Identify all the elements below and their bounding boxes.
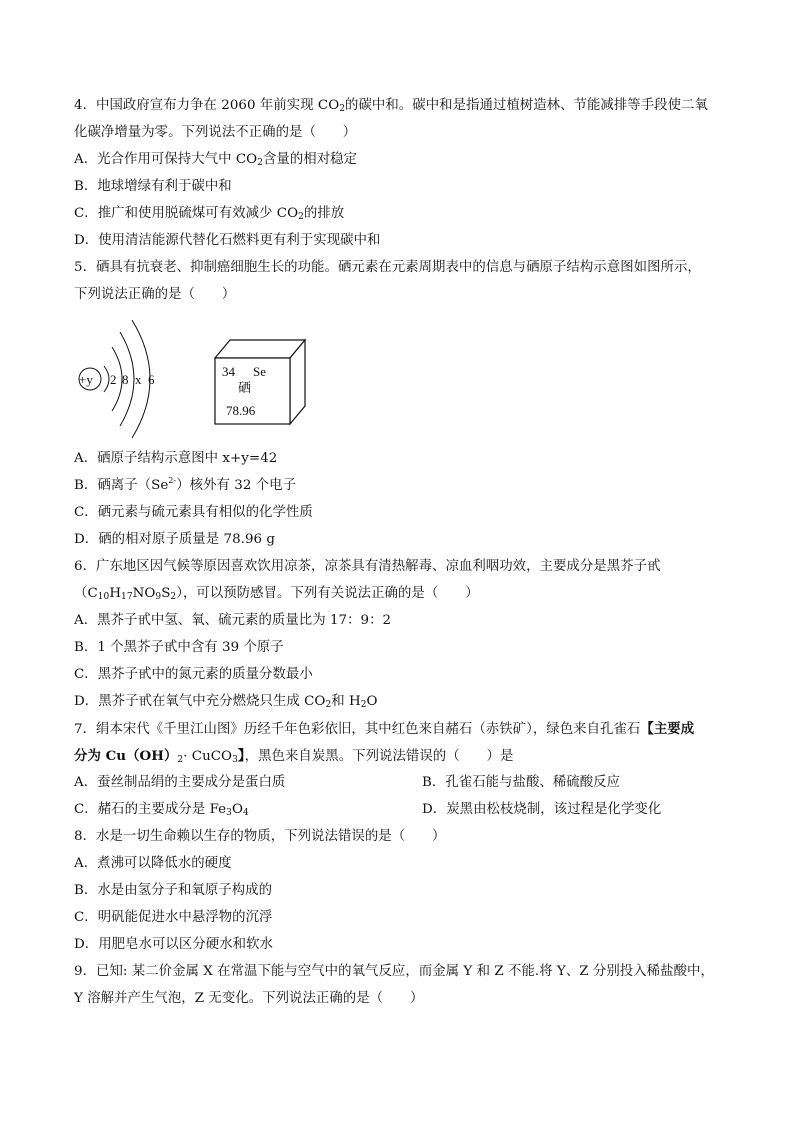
q9-stem-line-2: Y 溶解并产生气泡，Z 无变化。下列说法正确的是（ ） (74, 991, 424, 1006)
q4-option-b: B．地球增绿有利于碳中和 (74, 179, 232, 194)
shell-4-electrons: 6 (148, 372, 155, 387)
q7-options-row-1 (74, 775, 734, 791)
q6-formula-no: NO (132, 586, 156, 601)
q7-options-row-2 (74, 802, 734, 818)
q6-formula-c-sub: 10 (97, 592, 110, 602)
q6-formula-h: H (109, 586, 122, 601)
q8-option-a: A．煮沸可以降低水的硬度 (74, 856, 232, 871)
q7-option-b: B．孔雀石能与盐酸、稀硫酸反应 (422, 775, 621, 790)
q8-option-d: D．用肥皂水可以区分硬水和软水 (74, 937, 273, 952)
q7-option-c-subscript-1: 3 (226, 808, 232, 818)
q6-option-c: C．黑芥子甙中的氮元素的质量分数最小 (74, 667, 313, 682)
element-card-box (215, 340, 305, 424)
q7-stem-line-2-tail: ，黑色来自炭黑。下列说法错误的（ ）是 (244, 749, 514, 764)
q7-formula-sub-1: 2 (177, 755, 184, 765)
atom-structure-diagram (79, 320, 155, 438)
shell-3-electrons: x (135, 372, 142, 387)
q4-option-c (74, 206, 734, 222)
q7-stem-text: 7．绢本宋代《千里江山图》历经千年色彩依旧，其中红色来自赭石（赤铁矿），绿色来自孔雀石 (74, 722, 641, 737)
q7-option-a: A．蚕丝制品绢的主要成分是蛋白质 (74, 775, 286, 790)
shell-1-electrons: 2 (110, 372, 117, 387)
q4-stem-line-1 (74, 98, 734, 114)
q6-option-a: A．黑芥子甙中氢、氧、硫元素的质量比为 17：9：2 (74, 613, 392, 628)
q8-stem: 8．水是一切生命赖以生存的物质，下列说法错误的是（ ） (74, 829, 446, 844)
q9-stem-line-1: 9．已知: 某二价金属 X 在常温下能与空气中的氧气反应，而金属 Y 和 Z 不能.将 Y、Z 分别投入稀盐酸中， (74, 964, 714, 979)
q6-option-d-subscript-1: 2 (325, 700, 332, 710)
q4-stem-text-tail: 的碳中和。碳中和是指通过植树造林、节能减排等手段使二氧 (345, 98, 708, 113)
q4-option-a-tail: 含量的相对稳定 (262, 152, 358, 167)
q5-figure (60, 312, 360, 442)
q6-option-d (74, 694, 734, 710)
q5-option-a: A．硒原子结构示意图中 x+y=42 (74, 451, 278, 466)
q7-stem-line-2 (74, 748, 734, 765)
q8-option-c: C．明矾能促进水中悬浮物的沉浮 (74, 910, 273, 925)
q4-stem-line-2: 化碳净增量为零。下列说法不正确的是（ ） (74, 125, 357, 140)
q7-formula-bracket: 】 (237, 748, 245, 764)
q5-option-b (74, 478, 734, 494)
q5-stem-line-1: 5．硒具有抗衰老、抑制癌细胞生长的功能。硒元素在元素周期表中的信息与硒原子结构示意图如图所示， (74, 260, 701, 275)
element-name: 硒 (238, 380, 252, 395)
q8-option-b: B．水是由氢分子和氧原子构成的 (74, 883, 273, 898)
q7-formula-sub-2: 3 (232, 755, 238, 765)
q6-formula-c: （C (74, 586, 98, 601)
nucleus-charge-label: +y (79, 372, 93, 387)
q7-formula-head: 分为 Cu（OH） (74, 748, 178, 764)
q6-option-d-tail: O (366, 694, 378, 709)
q4-stem-subscript: 2 (339, 104, 346, 114)
atomic-number: 34 (222, 364, 235, 379)
q7-stem-bold: 【主要成 (640, 721, 695, 737)
q5-option-b-text: B．硒离子（Se (74, 478, 169, 493)
q6-formula-h-sub: 17 (121, 592, 133, 602)
q4-option-a-subscript: 2 (257, 158, 263, 168)
shell-2-electrons: 8 (122, 372, 129, 387)
q7-formula-dot: · CuCO (183, 749, 233, 764)
q6-formula-o-sub: 9 (155, 592, 162, 602)
q5-stem-line-2: 下列说法正确的是（ ） (74, 287, 236, 302)
q4-option-a (74, 152, 734, 168)
electron-shell-arc-1 (104, 366, 109, 392)
q5-option-c: C．硒元素与硫元素具有相似的化学性质 (74, 505, 313, 520)
q4-option-c-subscript: 2 (298, 212, 304, 222)
q4-stem-text: 4．中国政府宣布力争在 2060 年前实现 CO (74, 98, 340, 113)
q6-option-d-subscript-2: 2 (360, 700, 367, 710)
q6-option-d-mid: 和 H (331, 694, 361, 709)
q6-option-d-text: D．黑芥子甙在氧气中充分燃烧只生成 CO (74, 694, 326, 709)
q6-option-b: B．1 个黑芥子甙中含有 39 个原子 (74, 640, 284, 655)
q6-stem-line-2-tail: ），可以预防感冒。下列有关说法正确的是（ ） (176, 586, 479, 601)
q4-option-c-tail: 的排放 (303, 206, 345, 221)
q7-option-c (74, 802, 249, 817)
q5-option-b-superscript: 2- (168, 476, 177, 485)
q7-option-c-mid: O (231, 802, 243, 817)
q7-option-d: D．炭黑由松枝烧制，该过程是化学变化 (422, 802, 662, 817)
q6-stem-line-1: 6．广东地区因气候等原因喜欢饮用凉茶，凉茶具有清热解毒、凉血利咽功效，主要成分是黑芥子甙 (74, 559, 661, 574)
q4-option-d: D．使用清洁能源代替化石燃料更有利于实现碳中和 (74, 233, 381, 248)
q5-option-b-tail: ）核外有 32 个电子 (176, 478, 297, 493)
q4-option-a-text: A．光合作用可保持大气中 CO (74, 152, 258, 167)
q4-option-c-text: C．推广和使用脱硫煤可有效减少 CO (74, 206, 299, 221)
q5-option-d: D．硒的相对原子质量是 78.96 g (74, 532, 276, 547)
relative-atomic-mass: 78.96 (226, 403, 256, 418)
q7-option-c-text: C．赭石的主要成分是 Fe (74, 802, 227, 817)
element-symbol: Se (253, 364, 266, 379)
q6-formula-s-sub: 2 (170, 592, 177, 602)
q7-option-c-subscript-2: 4 (242, 808, 249, 818)
q7-stem-line-1 (74, 721, 734, 738)
q6-formula-s: S (161, 586, 171, 601)
q6-stem-line-2 (74, 586, 734, 602)
